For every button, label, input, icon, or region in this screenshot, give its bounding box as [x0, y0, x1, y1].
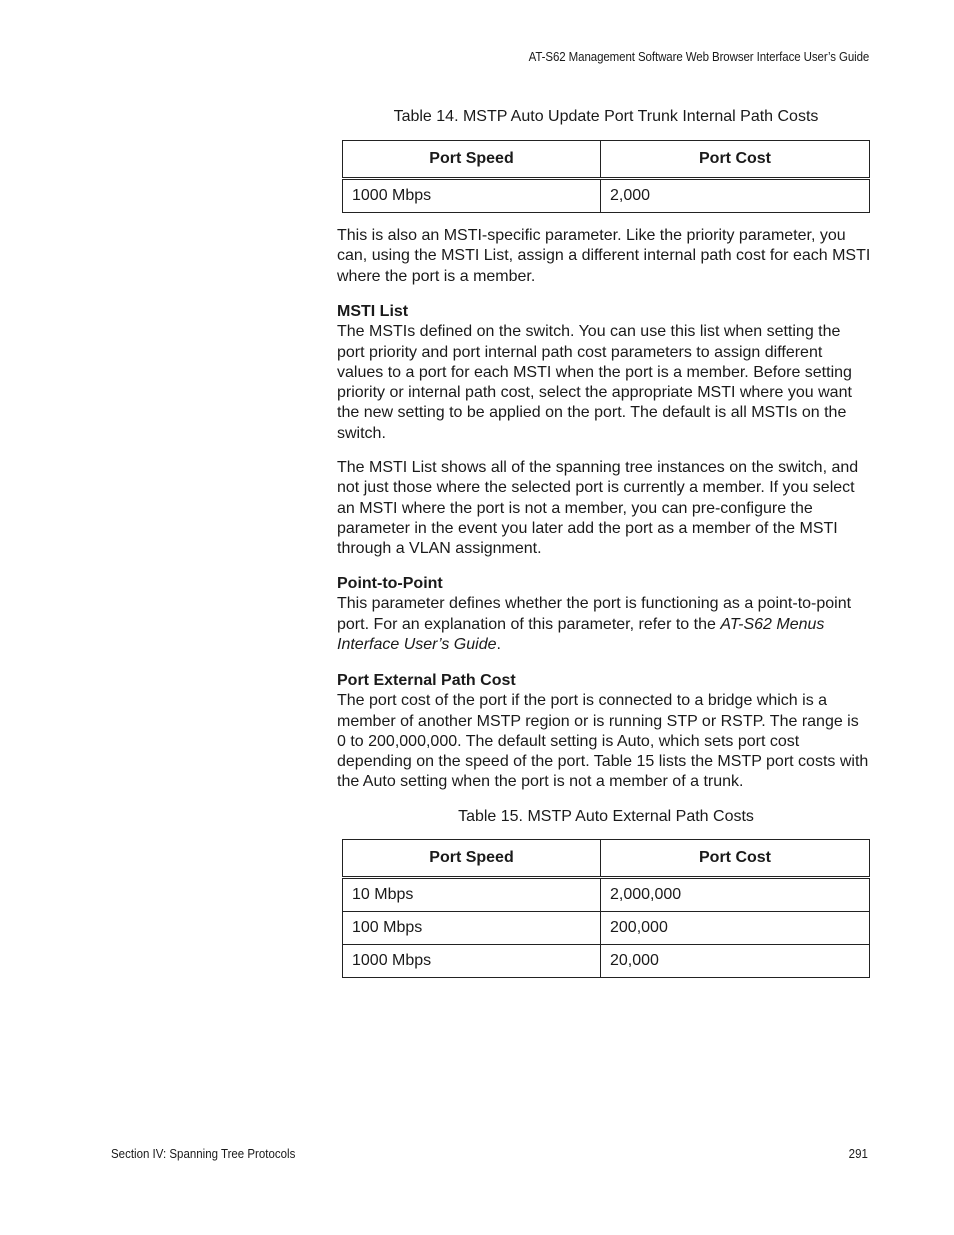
- section-heading: Point-to-Point: [337, 575, 443, 592]
- paragraph: This is also an MSTI-specific parameter. Like the priority parameter, you can, using the MSTI List, assign a different internal path cost for each MSTI where the port is a member.: [337, 227, 871, 285]
- section-heading: Port External Path Cost: [337, 672, 516, 689]
- section-heading: MSTI List: [337, 303, 409, 320]
- column-header-port-speed: Port Speed: [343, 840, 601, 878]
- column-header-port-cost: Port Cost: [601, 141, 870, 179]
- msti-intro-paragraph: [337, 226, 872, 287]
- port-speed-cell: 1000 Mbps: [343, 945, 601, 978]
- port-cost-cell: 2,000: [601, 179, 870, 213]
- column-header-port-cost: Port Cost: [601, 840, 870, 878]
- table-row: [343, 912, 870, 945]
- running-header: AT-S62 Management Software Web Browser Interface User’s Guide: [528, 50, 869, 64]
- msti-list-section: [337, 302, 872, 444]
- paragraph: The MSTIs defined on the switch. You can use this list when setting the port priority and port internal path cost parameters to assign different values to a port for each MSTI when the port is a member. Before setting priority or internal path cost, select the appropriate MSTI where you want the new setting to be applied on the port. The default is all MSTIs on the switch.: [337, 323, 852, 442]
- table-row: [343, 179, 870, 213]
- paragraph-text-end: .: [496, 635, 501, 653]
- paragraph: [337, 594, 872, 655]
- table-14: [342, 140, 870, 213]
- guide-reference: AT-S62 Menus Interface User’s Guide: [337, 615, 825, 653]
- port-cost-cell: 2,000,000: [601, 878, 870, 912]
- port-cost-cell: 200,000: [601, 912, 870, 945]
- footer-section: Section IV: Spanning Tree Protocols: [111, 1147, 296, 1161]
- port-speed-cell: 10 Mbps: [343, 878, 601, 912]
- port-speed-cell: 1000 Mbps: [343, 179, 601, 213]
- paragraph: The port cost of the port if the port is connected to a bridge which is a member of another MSTP region or is running STP or RSTP. The range is 0 to 200,000,000. The default setting is Auto, which sets port cost depending on the speed of the port. Table 15 lists the MSTP port costs with the Auto setting when the port is not a member of a trunk.: [337, 692, 869, 791]
- table-14-caption: Table 14. MSTP Auto Update Port Trunk Internal Path Costs: [393, 108, 819, 125]
- port-speed-cell: 100 Mbps: [343, 912, 601, 945]
- page-number: 291: [848, 1147, 868, 1161]
- port-external-path-cost-section: [337, 671, 872, 793]
- table-row: [343, 878, 870, 912]
- table-15-caption: Table 15. MSTP Auto External Path Costs: [458, 808, 754, 825]
- table-15: [342, 839, 870, 978]
- table-row: [343, 945, 870, 978]
- point-to-point-section: [337, 574, 872, 655]
- port-cost-cell: 20,000: [601, 945, 870, 978]
- msti-list-second-paragraph: [337, 458, 872, 559]
- paragraph-text: This parameter defines whether the port is functioning as a point-to-point port. For an explanation of this parameter, refer to the: [337, 595, 852, 633]
- column-header-port-speed: Port Speed: [343, 141, 601, 179]
- paragraph: The MSTI List shows all of the spanning tree instances on the switch, and not just those where the selected port is currently a member. If you select an MSTI where the port is not a member, you can pre-configure the parameter in the event you later add the port as a member of the MSTI through a VLAN assignment.: [337, 459, 859, 558]
